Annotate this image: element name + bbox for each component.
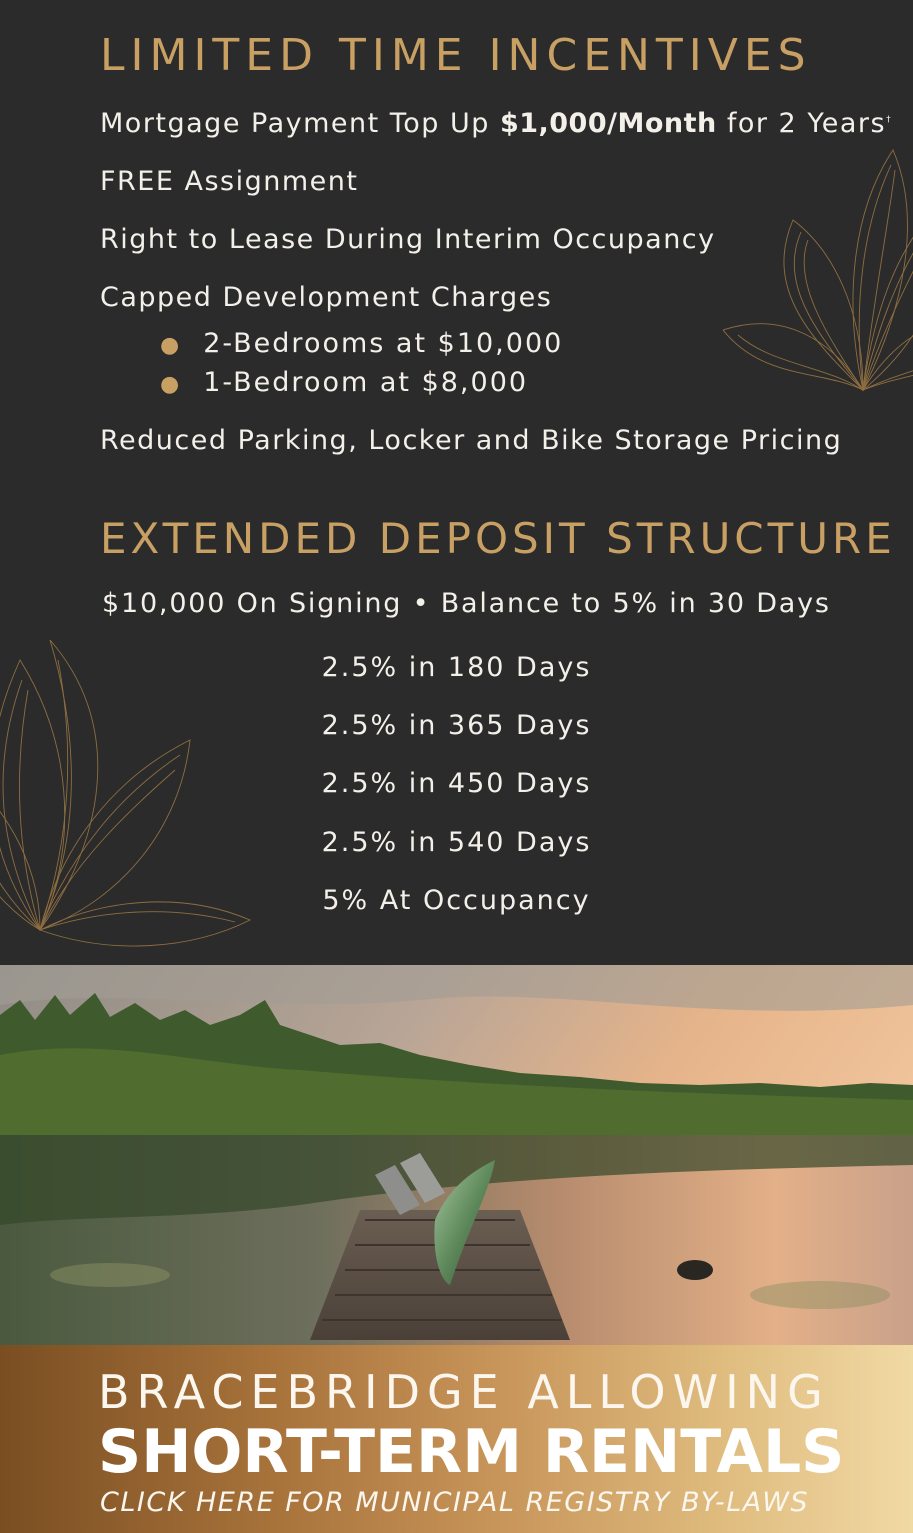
free-assignment-line: FREE Assignment [100, 166, 359, 197]
reduced-pricing-line: Reduced Parking, Locker and Bike Storage Pricing [100, 425, 843, 456]
banner-line-2: SHORT-TERM RENTALS [98, 1417, 845, 1487]
bullet-item [160, 328, 563, 359]
right-to-lease-line: Right to Lease During Interim Occupancy [100, 224, 716, 255]
deposit-heading: EXTENDED DEPOSIT STRUCTURE [100, 514, 896, 563]
flower-decoration-icon [723, 140, 913, 420]
bullet-text: 2-Bedrooms at $10,000 [203, 328, 564, 359]
mortgage-suffix: for 2 Years [716, 108, 887, 139]
deposit-schedule-item: 2.5% in 540 Days [321, 827, 592, 858]
banner-line-1: BRACEBRIDGE ALLOWING [98, 1365, 830, 1419]
lake-dock-photo [0, 965, 913, 1345]
mortgage-topup-line [100, 108, 892, 139]
capped-charges-line: Capped Development Charges [100, 282, 553, 313]
deposit-schedule-item: 2.5% in 365 Days [321, 710, 592, 741]
deposit-schedule-item: 5% At Occupancy [322, 885, 591, 916]
deposit-schedule-item: 2.5% in 450 Days [321, 768, 592, 799]
bullet-dot-icon: ● [160, 333, 182, 358]
bullet-dot-icon: ● [160, 372, 182, 397]
mortgage-prefix: Mortgage Payment Top Up [100, 108, 500, 139]
bullet-item [160, 367, 528, 398]
mortgage-footnote: † [886, 115, 893, 125]
lake-scene-image [0, 965, 913, 1345]
incentives-heading: LIMITED TIME INCENTIVES [100, 30, 812, 81]
deposit-schedule-item: 2.5% in 180 Days [321, 652, 592, 683]
municipal-registry-cta[interactable]: CLICK HERE FOR MUNICIPAL REGISTRY BY-LAWS [100, 1487, 810, 1518]
bullet-text: 1-Bedroom at $8,000 [203, 367, 529, 398]
short-term-rentals-banner-link[interactable] [0, 1345, 913, 1533]
mortgage-amount: $1,000/Month [499, 108, 717, 139]
deposit-first-line: $10,000 On Signing • Balance to 5% in 30 Days [102, 588, 831, 619]
